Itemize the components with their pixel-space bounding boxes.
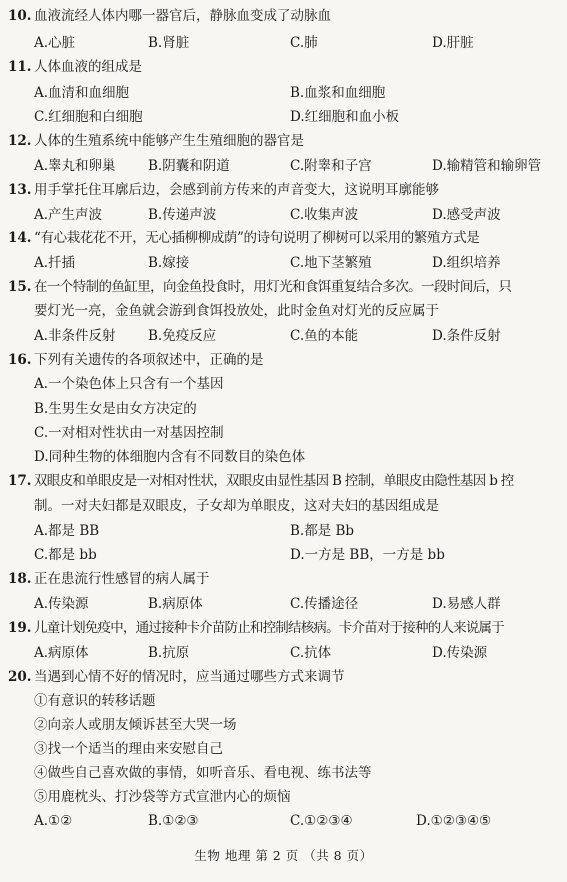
- option-d: D.①②③④⑤: [416, 813, 492, 829]
- option-d: D.一方是 BB，一方是 bb: [290, 547, 445, 563]
- question-number: 18.: [8, 571, 32, 587]
- option-d: D.传染源: [432, 645, 488, 661]
- option-a: A.病原体: [34, 645, 89, 661]
- option-b: B.嫁接: [148, 255, 190, 271]
- option-b: B.都是 Bb: [290, 523, 355, 539]
- option-a: A.扦插: [34, 255, 76, 271]
- question-text-cont: 制。一对夫妇都是双眼皮，子女却为单眼皮，这对夫妇的基因组成是: [34, 498, 439, 514]
- list-item: ⑤用鹿枕头、打沙袋等方式宣泄内心的烦恼: [34, 789, 291, 805]
- option-b: B.生男生女是由女方决定的: [34, 401, 197, 417]
- list-item: ④做些自己喜欢做的事情，如听音乐、看电视、练书法等: [34, 765, 372, 781]
- option-d: D.条件反射: [432, 328, 501, 344]
- option-c: C.肺: [290, 35, 318, 51]
- option-a: A.都是 BB: [34, 523, 100, 539]
- option-a: A.①②: [34, 813, 73, 829]
- option-a: A.产生声波: [34, 207, 103, 223]
- list-item: ②向亲人或朋友倾诉甚至大哭一场: [34, 717, 237, 733]
- question-number: 17.: [8, 473, 32, 489]
- option-a: A.一个染色体上只含有一个基因: [34, 376, 224, 392]
- option-b: B.免疫反应: [148, 328, 217, 344]
- list-item: ①有意识的转移话题: [34, 693, 156, 709]
- question-text: “有心栽花花不开，无心插柳柳成荫”的诗句说明了柳树可以采用的繁殖方式是: [34, 230, 480, 246]
- question-number: 11.: [8, 59, 32, 75]
- question-number: 10.: [8, 8, 32, 24]
- option-d: D.组织培养: [432, 255, 501, 271]
- question-number: 14.: [8, 230, 32, 246]
- option-a: A.睾丸和卵巢: [34, 158, 116, 174]
- question-number: 12.: [8, 133, 32, 149]
- option-b: B.病原体: [148, 596, 203, 612]
- option-c: C.①②③④: [290, 813, 353, 829]
- question-number: 13.: [8, 182, 32, 198]
- question-text: 下列有关遗传的各项叙述中，正确的是: [34, 352, 264, 368]
- option-b: B.①②③: [148, 813, 199, 829]
- option-b: B.阴囊和阴道: [148, 158, 230, 174]
- option-d: D.易感人群: [432, 596, 501, 612]
- option-c: C.地下茎繁殖: [290, 255, 372, 271]
- option-c: C.鱼的本能: [290, 328, 359, 344]
- question-text: 人体的生殖系统中能够产生生殖细胞的器官是: [34, 133, 304, 149]
- question-text: 用手掌托住耳廓后边，会感到前方传来的声音变大，这说明耳廓能够: [34, 182, 439, 198]
- option-c: C.抗体: [290, 645, 332, 661]
- option-b: B.抗原: [148, 645, 190, 661]
- option-c: C.一对相对性状由一对基因控制: [34, 425, 224, 441]
- question-number: 16.: [8, 352, 32, 368]
- option-c: C.红细胞和白细胞: [34, 109, 143, 125]
- list-item: ③找一个适当的理由来安慰自己: [34, 741, 223, 757]
- question-text: 当遇到心情不好的情况时，应当通过哪些方式来调节: [34, 669, 345, 685]
- page-footer: 生物 地理 第 2 页 （共 8 页）: [194, 848, 373, 863]
- question-text: 儿童计划免疫中，通过接种卡介苗防止和控制结核病。卡介苗对于接种的人来说属于: [34, 620, 504, 636]
- option-d: D.肝脏: [432, 35, 474, 51]
- option-d: D.感受声波: [432, 207, 501, 223]
- option-b: B.传递声波: [148, 207, 217, 223]
- question-text: 血液流经人体内哪一器官后，静脉血变成了动脉血: [34, 8, 331, 24]
- option-d: D.输精管和输卵管: [432, 158, 542, 174]
- question-text: 正在患流行性感冒的病人属于: [34, 571, 210, 587]
- option-a: A.传染源: [34, 596, 89, 612]
- option-c: C.附睾和子宫: [290, 158, 372, 174]
- option-a: A.非条件反射: [34, 328, 116, 344]
- question-text: 人体血液的组成是: [34, 59, 142, 75]
- option-b: B.血浆和血细胞: [290, 85, 386, 101]
- option-a: A.血清和血细胞: [34, 85, 130, 101]
- question-number: 20.: [8, 669, 32, 685]
- question-text: 双眼皮和单眼皮是一对相对性状，双眼皮由显性基因 B 控制，单眼皮由隐性基因 b 控: [34, 473, 514, 489]
- question-number: 19.: [8, 620, 32, 636]
- question-text-cont: 要灯光一亮，金鱼就会游到食饵投放处，此时金鱼对灯光的反应属于: [34, 303, 439, 319]
- option-c: C.传播途径: [290, 596, 359, 612]
- option-c: C.都是 bb: [34, 547, 97, 563]
- question-text: 在一个特制的鱼缸里，向金鱼投食时，用灯光和食饵重复结合多次。一段时间后，只: [34, 279, 512, 295]
- option-b: B.肾脏: [148, 35, 190, 51]
- option-c: C.收集声波: [290, 207, 359, 223]
- option-d: D.红细胞和血小板: [290, 109, 400, 125]
- option-a: A.心脏: [34, 35, 76, 51]
- option-d: D.同种生物的体细胞内含有不同数目的染色体: [34, 449, 306, 465]
- question-number: 15.: [8, 279, 32, 295]
